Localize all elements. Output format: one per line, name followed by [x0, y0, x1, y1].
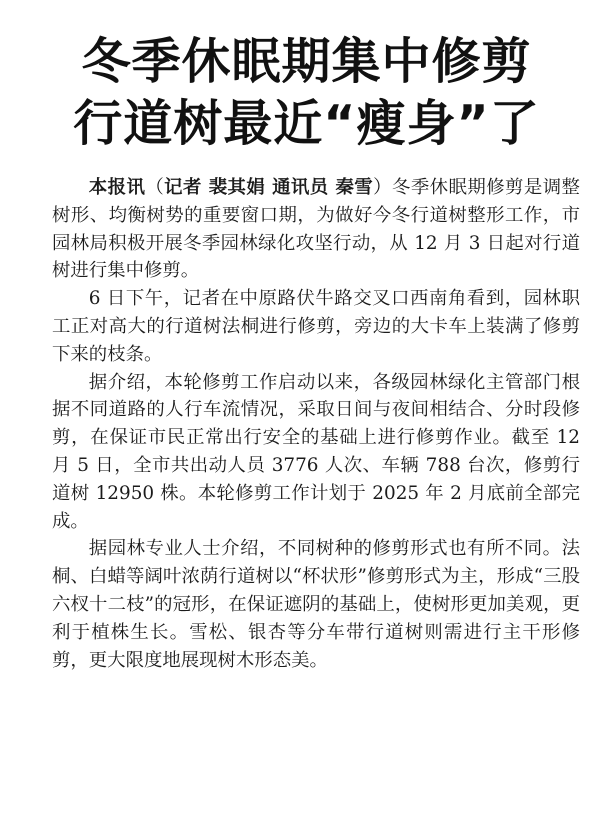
byline-close-paren: ） [373, 177, 392, 198]
paragraph-4: 据园林专业人士介绍，不同树种的修剪形式也有所不同。法桐、白蜡等阔叶浓荫行道树以“杯状形”修剪形式为主，形成“三股六杈十二枝”的冠形，在保证遮阴的基础上，使树形更加美观，更利于植株生长。雪松、银杏等分车带行道树则需进行主干形修剪，更大限度地展现树木形态美。 [52, 538, 580, 671]
byline-open-paren: （ [145, 177, 165, 198]
paragraph-1 [52, 174, 580, 285]
byline-label: 本报讯 [88, 177, 146, 198]
headline-line-2: 行道树最近“瘦身”了 [73, 95, 540, 152]
paragraph-3: 据介绍，本轮修剪工作启动以来，各级园林绿化主管部门根据不同道路的人行车流情况，采取日间与夜间相结合、分时段修剪，在保证市民正常出行安全的基础上进行修剪作业。截至 12 月 5 日，全市共出动人员 3776 人次、车辆 788 台次，修剪行道树 12950 株。本轮修剪工作计划于 2025 年 2 月底前全部完成。 [52, 371, 580, 532]
article-body [52, 174, 580, 674]
paragraph-1-text: 冬季休眠期修剪是调整树形、均衡树势的重要窗口期，为做好今冬行道树整形工作，市园林局积极开展冬季园林绿化攻坚行动，从 12 月 3 日起对行道树进行集中修剪。 [52, 177, 580, 282]
byline-credits: 记者 裴其娟 通讯员 秦雪 [164, 177, 374, 198]
paragraph-2: 6 日下午，记者在中原路伏牛路交叉口西南角看到，园林职工正对高大的行道树法桐进行修剪，旁边的大卡车上装满了修剪下来的枝条。 [52, 288, 580, 365]
headline-line-1: 冬季休眠期集中修剪 [81, 33, 532, 90]
